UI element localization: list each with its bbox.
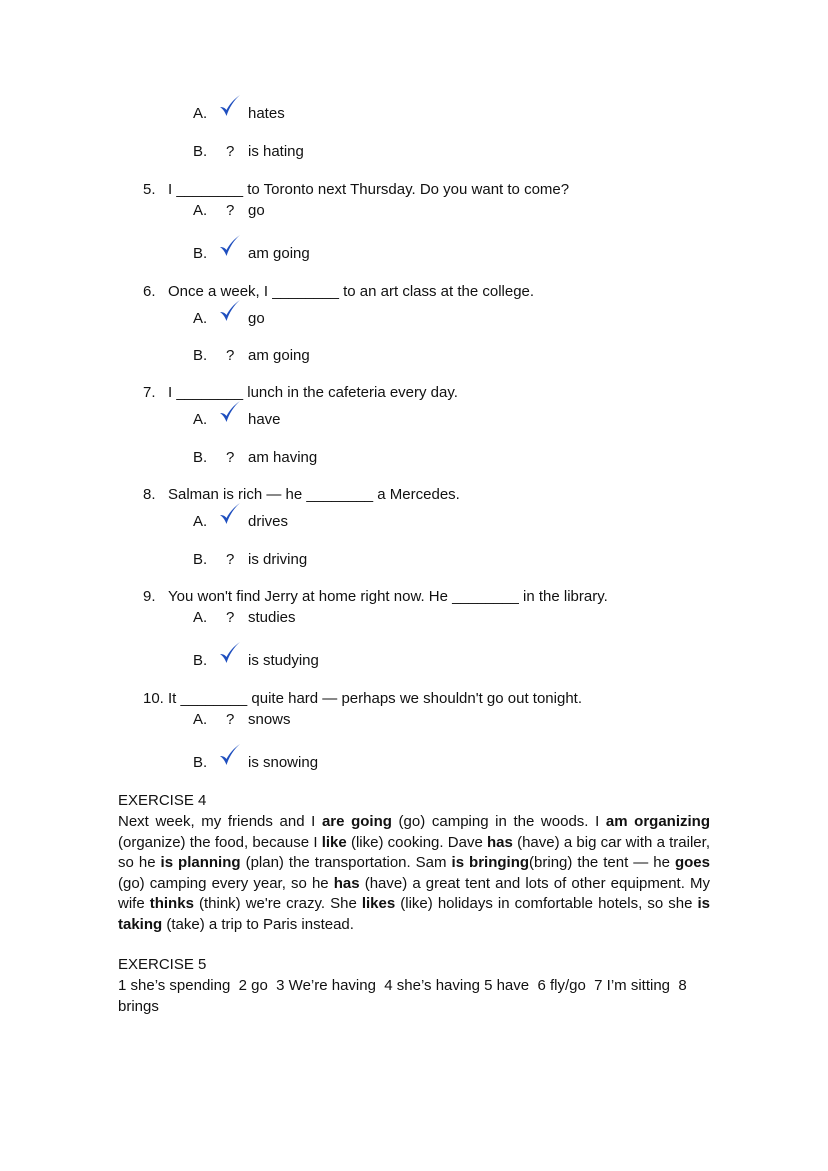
check-icon	[218, 641, 242, 665]
answer-verb: like	[321, 833, 347, 851]
option-letter: A.	[193, 105, 208, 122]
check-icon	[218, 743, 242, 767]
answer-verb: thinks	[149, 895, 194, 912]
check-icon	[218, 94, 242, 118]
question-stem	[143, 690, 582, 707]
question-mark-icon: ?	[226, 551, 235, 568]
option-letter: A.	[193, 711, 208, 728]
text-segment: (take) a trip to Paris instead.	[162, 915, 354, 933]
text-segment: (plan) the transportation. Sam	[240, 854, 452, 871]
question-number: 7.	[143, 384, 156, 401]
text-segment: (like) cooking. Dave	[346, 833, 488, 851]
question-mark-icon: ?	[226, 143, 235, 160]
option-text: is studying	[248, 652, 319, 669]
answer-verb: likes	[361, 895, 396, 912]
option-letter: B.	[193, 551, 208, 568]
question-stem	[143, 486, 460, 503]
option-letter: A.	[193, 513, 208, 530]
question-number: 6.	[143, 283, 156, 300]
option-text: snows	[248, 711, 291, 728]
option-letter: B.	[193, 143, 208, 160]
answer-verb: is taking	[118, 895, 710, 933]
question-text: You won't find Jerry at home right now. He ________ in the library.	[168, 588, 608, 605]
text-segment: Next week, my friends and I	[118, 813, 322, 830]
option-text: hates	[248, 105, 285, 122]
option-letter: B.	[193, 754, 208, 771]
option-text: am going	[248, 245, 310, 262]
answer-verb: goes	[674, 854, 710, 871]
exercise-5-title: EXERCISE 5	[118, 956, 207, 973]
option-letter: A.	[193, 310, 208, 327]
exercise-4-text	[118, 812, 710, 935]
text-segment: (have) a great tent and lots of other equipment. My wife	[118, 874, 710, 912]
question-stem	[143, 181, 569, 198]
question-mark-icon: ?	[226, 711, 235, 728]
option-text: have	[248, 411, 281, 428]
text-segment: (like) holidays in comfortable hotels, so she	[395, 895, 698, 912]
question-mark-icon: ?	[226, 609, 235, 626]
exercise-4-title: EXERCISE 4	[118, 792, 207, 809]
answer-verb: is planning	[160, 854, 241, 871]
question-number: 5.	[143, 181, 156, 198]
exercise-5-answers: 1 she’s spending 2 go 3 We’re having 4 she’s having 5 have 6 fly/go 7 I’m sitting 8 brings	[118, 977, 691, 1015]
question-text: Once a week, I ________ to an art class at the college.	[168, 283, 535, 300]
question-text: It ________ quite hard — perhaps we shouldn't go out tonight.	[168, 690, 582, 707]
option-text: is hating	[248, 143, 304, 160]
option-text: studies	[248, 609, 296, 626]
option-text: is snowing	[248, 754, 319, 771]
option-letter: B.	[193, 245, 208, 262]
answer-verb: are going	[321, 813, 392, 830]
option-text: is driving	[248, 551, 308, 568]
question-stem	[143, 384, 458, 401]
text-segment: (go) camping in the woods. I	[391, 813, 606, 830]
answer-verb: has	[487, 833, 513, 851]
answer-verb: is bringing	[451, 854, 530, 871]
check-icon	[218, 502, 242, 526]
option-letter: A.	[193, 411, 208, 428]
answer-verb: am organizing	[605, 813, 711, 830]
check-icon	[218, 234, 242, 258]
answer-verb: has	[333, 874, 360, 892]
question-text: I ________ lunch in the cafeteria every day.	[168, 384, 458, 401]
option-letter: B.	[193, 652, 208, 669]
text-segment: (think) we're crazy. She	[193, 895, 362, 912]
question-text: I ________ to Toronto next Thursday. Do you want to come?	[168, 181, 570, 198]
option-text: go	[248, 310, 265, 327]
text-segment: (bring) the tent — he	[529, 854, 675, 871]
question-number: 8.	[143, 486, 156, 503]
option-text: am going	[248, 347, 310, 364]
question-stem	[143, 588, 608, 605]
option-text: drives	[248, 513, 289, 530]
question-number: 10.	[143, 690, 164, 707]
text-segment: (go) camping every year, so he	[118, 874, 334, 892]
question-mark-icon: ?	[226, 202, 235, 219]
option-text: am having	[248, 449, 318, 466]
check-icon	[218, 299, 242, 323]
option-letter: A.	[193, 609, 208, 626]
option-text: go	[248, 202, 265, 219]
question-mark-icon: ?	[226, 449, 235, 466]
question-text: Salman is rich — he ________ a Mercedes.	[168, 486, 460, 503]
text-segment: (organize) the food, because I	[118, 833, 322, 851]
question-mark-icon: ?	[226, 347, 235, 364]
question-stem	[143, 283, 534, 300]
text-segment: (have) a big car with a trailer, so he	[118, 833, 710, 871]
option-letter: B.	[193, 347, 208, 364]
option-letter: A.	[193, 202, 208, 219]
question-number: 9.	[143, 588, 156, 605]
check-icon	[218, 400, 242, 424]
option-letter: B.	[193, 449, 208, 466]
